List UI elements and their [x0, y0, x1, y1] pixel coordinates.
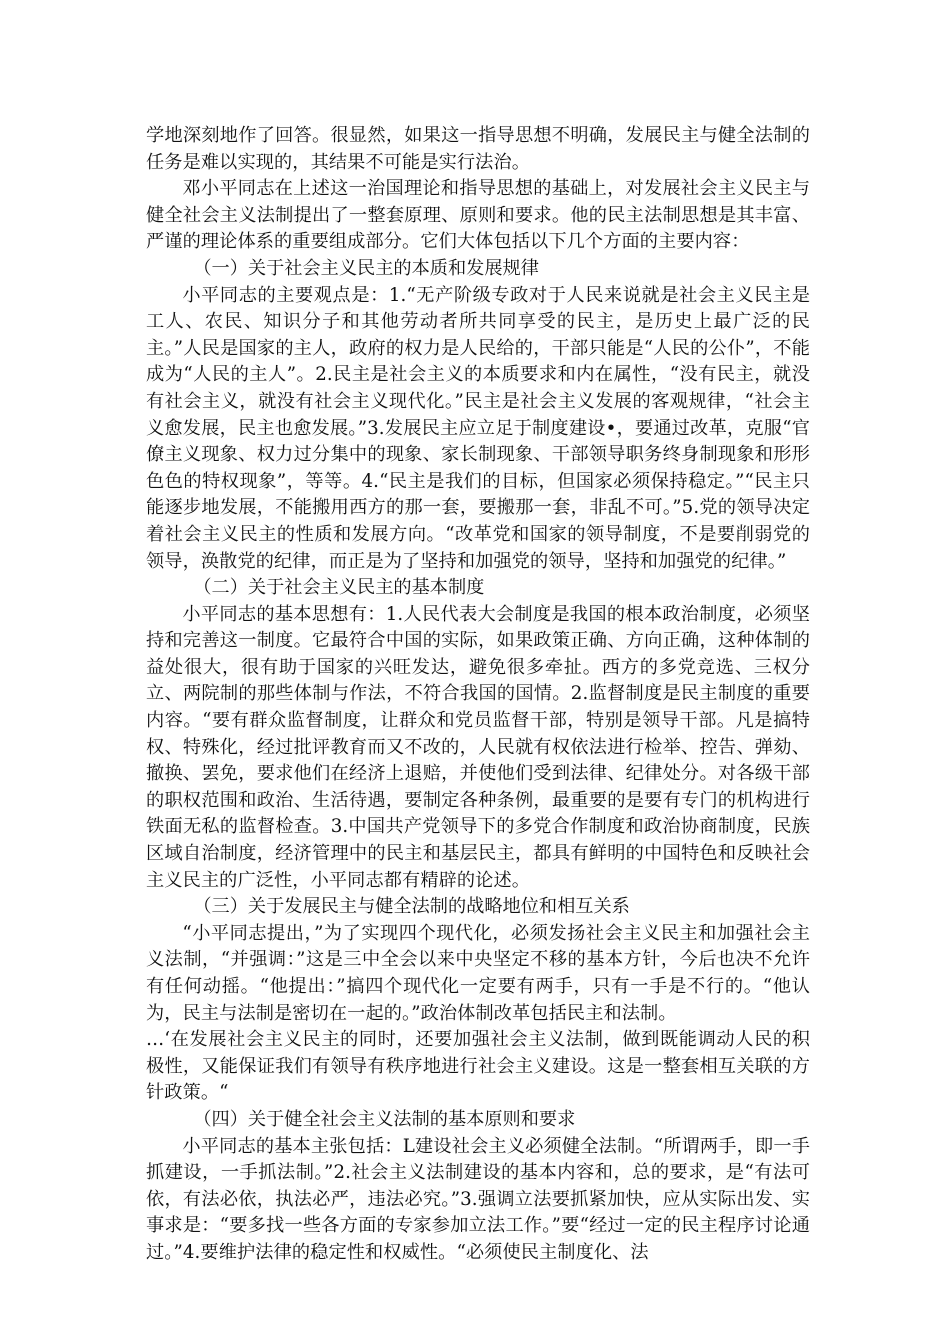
section-heading-3: （三）关于发展民主与健全法制的战略地位和相互关系	[193, 896, 630, 918]
paragraph-section-2: 小平同志的基本思想有：1.人民代表大会制度是我国的根本政治制度，必须坚持和完善这一制度。它最符合中国的实际，如果政策正确、方向正确，这种体制的益处很大，很有助于国家的兴旺发达，避免很多牵扯。西方的多党竞选、三权分立、两院制的那些体制与作法，不符合我国的国情。2.监督制度是民主制度的重要内容。“要有群众监督制度，让群众和党员监督干部，特别是领导干部。凡是搞特权、特殊化，经过批评教育而又不改的，人民就有权依法进行检举、控告、弹劾、撤换、罢免，要求他们在经济上退赔，并使他们受到法律、纪律处分。对各级干部的职权范围和政治、生活待遇，要制定各种条例，最重要的是要有专门的机构进行铁面无私的监督检查。3.中国共产党领导下的多党合作制度和政治协商制度，民族区域自治制度，经济管理中的民主和基层民主，都具有鲜明的中国特色和反映社会主义民主的广泛性，小平同志都有精辟的论述。	[146, 603, 810, 891]
paragraph-deng-theory: 邓小平同志在上述这一治国理论和指导思想的基础上，对发展社会主义民主与健全社会主义法制提出了一整套原理、原则和要求。他的民主法制思想是其丰富、严谨的理论体系的重要组成部分。它们大体包括以下几个方面的主要内容：	[146, 178, 810, 253]
document-page	[146, 123, 810, 1267]
paragraph-section-3: “小平同志提出，”为了实现四个现代化，必须发扬社会主义民主和加强社会主义法制，“并强调：”这是三中全会以来中央坚定不移的基本方针，今后也决不允许有任何动摇。“他提出：”搞四个现代化一定要有两手，只有一手是不行的。“他认为，民主与法制是密切在一起的。”政治体制改革包括民主和法制。	[146, 922, 810, 1024]
paragraph-intro-continuation: 学地深刻地作了回答。很显然，如果这一指导思想不明确，发展民主与健全法制的任务是难以实现的，其结果不可能是实行法治。	[146, 125, 810, 173]
paragraph-section-3-continued: …‘在发展社会主义民主的同时，还要加强社会主义法制，做到既能调动人民的积极性，又能保证我们有领导有秩序地进行社会主义建设。这是一整套相互关联的方针政策。“	[146, 1029, 810, 1104]
section-heading-4: （四）关于健全社会主义法制的基本原则和要求	[193, 1108, 576, 1130]
section-heading-1: （一）关于社会主义民主的本质和发展规律	[193, 257, 539, 279]
paragraph-section-1: 小平同志的主要观点是：1.“无产阶级专政对于人民来说就是社会主义民主是工人、农民、知识分子和其他劳动者所共同享受的民主，是历史上最广泛的民主。”人民是国家的主人，政府的权力是人民给的，干部只能是“人民的公仆”，不能成为“人民的主人”。2.民主是社会主义的本质要求和内在属性，“没有民主，就没有社会主义，就没有社会主义现代化。”民主是社会主义发展的客观规律，“社会主义愈发展，民主也愈发展。”3.发展民主应立足于制度建设•，要通过改革，克服“官僚主义现象、权力过分集中的现象、家长制现象、干部领导职务终身制现象和形形色色的特权现象”，等等。4.“民主是我们的目标，但国家必须保持稳定。”“民主只能逐步地发展，不能搬用西方的那一套，要搬那一套，非乱不可。”5.党的领导决定着社会主义民主的性质和发展方向。“改革党和国家的领导制度，不是要削弱党的领导，涣散党的纪律，而正是为了坚持和加强党的领导，坚持和加强党的纪律。”	[146, 284, 810, 572]
section-heading-2: （二）关于社会主义民主的基本制度	[193, 577, 485, 599]
paragraph-section-4: 小平同志的基本主张包括：L建设社会主义必须健全法制。“所谓两手，即一手抓建设，一手抓法制。”2.社会主义法制建设的基本内容和，总的要求，是“有法可依，有法必依，执法必严，违法必究。”3.强调立法要抓紧加快，应从实际出发、实事求是：“要多找一些各方面的专家参加立法工作。”要“经过一定的民主程序讨论通过。”4.要维护法律的稳定性和权威性。“必须使民主制度化、法	[146, 1135, 810, 1263]
